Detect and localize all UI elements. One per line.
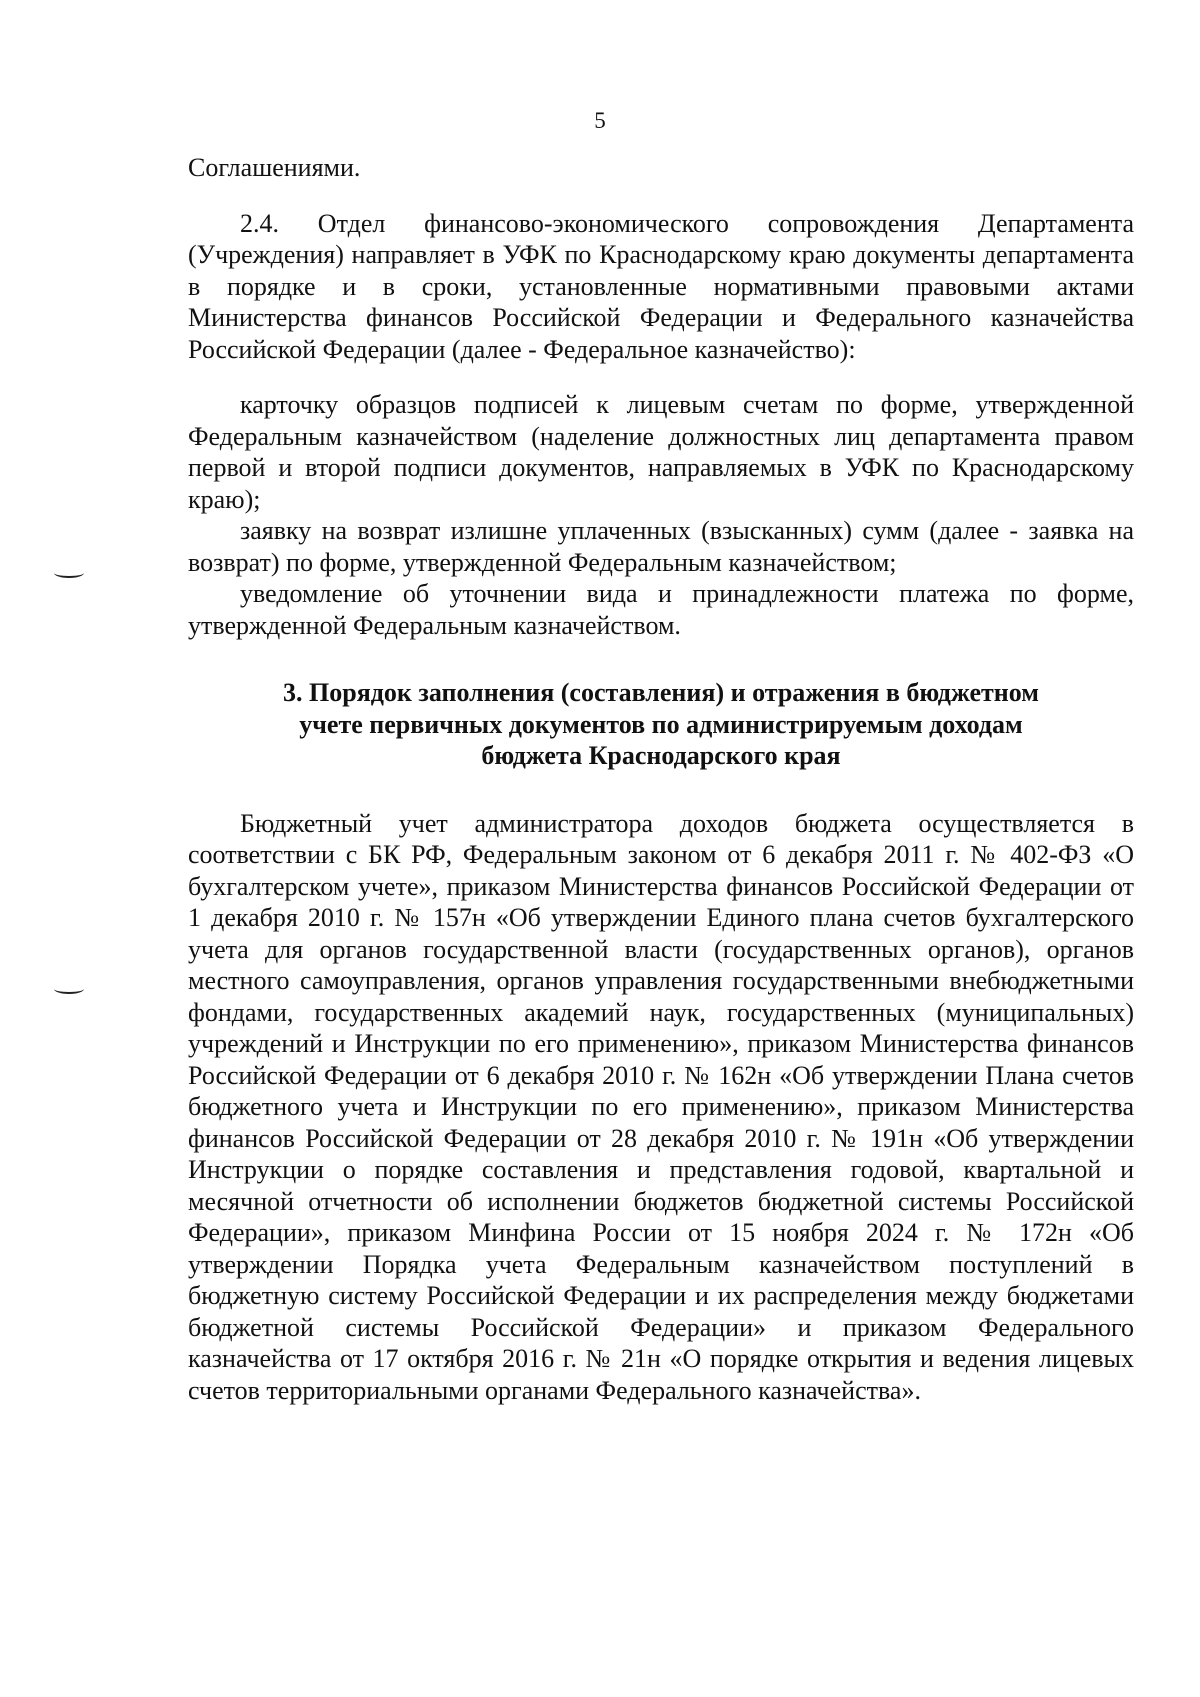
section-heading-line: бюджета Краснодарского края bbox=[481, 741, 841, 770]
document-body bbox=[188, 152, 1134, 1406]
paragraph-2-4: 2.4. Отдел финансово-экономического сопровождения Департамента (Учреждения) направляет в УФК по Краснодарскому краю документы департамента в порядке и в сроки, установленные нормативными правовыми актами Министерства финансов Российской Федерации и Федерального казначейства Российской Федерации (далее - Федеральное казначейство): bbox=[188, 208, 1134, 364]
section-heading-line: 3. Порядок заполнения (составления) и отражения в бюджетном bbox=[283, 678, 1039, 707]
section-3-paragraph: Бюджетный учет администратора доходов бюджета осуществляется в соответствии с БК РФ, Федеральным законом от 6 декабря 2011 г. № 402-ФЗ «О бухгалтерском учете», приказом Министерства финансов Российской Федерации от 1 декабря 2010 г. № 157н «Об утверждении Единого плана счетов бухгалтерского учета для органов государственной власти (государственных органов), органов местного самоуправления, органов управления государственными внебюджетными фондами, государственных академий наук, государственных (муниципальных) учреждений и Инструкции по его применению», приказом Министерства финансов Российской Федерации от 6 декабря 2010 г. № 162н «Об утверждении Плана счетов бюджетного учета и Инструкции по его применению», приказом Министерства финансов Российской Федерации от 28 декабря 2010 г. № 191н «Об утверждении Инструкции о порядке составления и представления годовой, квартальной и месячной отчетности об исполнении бюджетов бюджетной системы Российской Федерации», приказом Минфина России от 15 ноября 2024 г. № 172н «Об утверждении Порядка учета Федеральным казначейством поступлений в бюджетную систему Российской Федерации и их распределения между бюджетами бюджетной системы Российской Федерации» и приказом Федерального казначейства от 17 октября 2016 г. № 21н «О порядке открытия и ведения лицевых счетов территориальными органами Федерального казначейства». bbox=[188, 808, 1134, 1405]
binding-hole-mark-lower bbox=[54, 984, 84, 994]
continuation-text: Соглашениями. bbox=[188, 153, 361, 182]
list-item: заявку на возврат излишне уплаченных (взысканных) сумм (далее - заявка на возврат) по форме, утвержденной Федеральным казначейством; bbox=[188, 516, 1134, 577]
page-number: 5 bbox=[594, 108, 606, 133]
list-item: уведомление об уточнении вида и принадлежности платежа по форме, утвержденной Федеральным казначейством. bbox=[188, 579, 1134, 640]
binding-hole-mark-upper bbox=[54, 568, 84, 578]
list-item: карточку образцов подписей к лицевым счетам по форме, утвержденной Федеральным казначейством (наделение должностных лиц департамента правом первой и второй подписи документов, направляемых в УФК по Краснодарскому краю); bbox=[188, 390, 1134, 514]
section-heading-line: учете первичных документов по администрируемым доходам bbox=[299, 709, 1023, 739]
section-3-heading bbox=[188, 677, 1134, 772]
